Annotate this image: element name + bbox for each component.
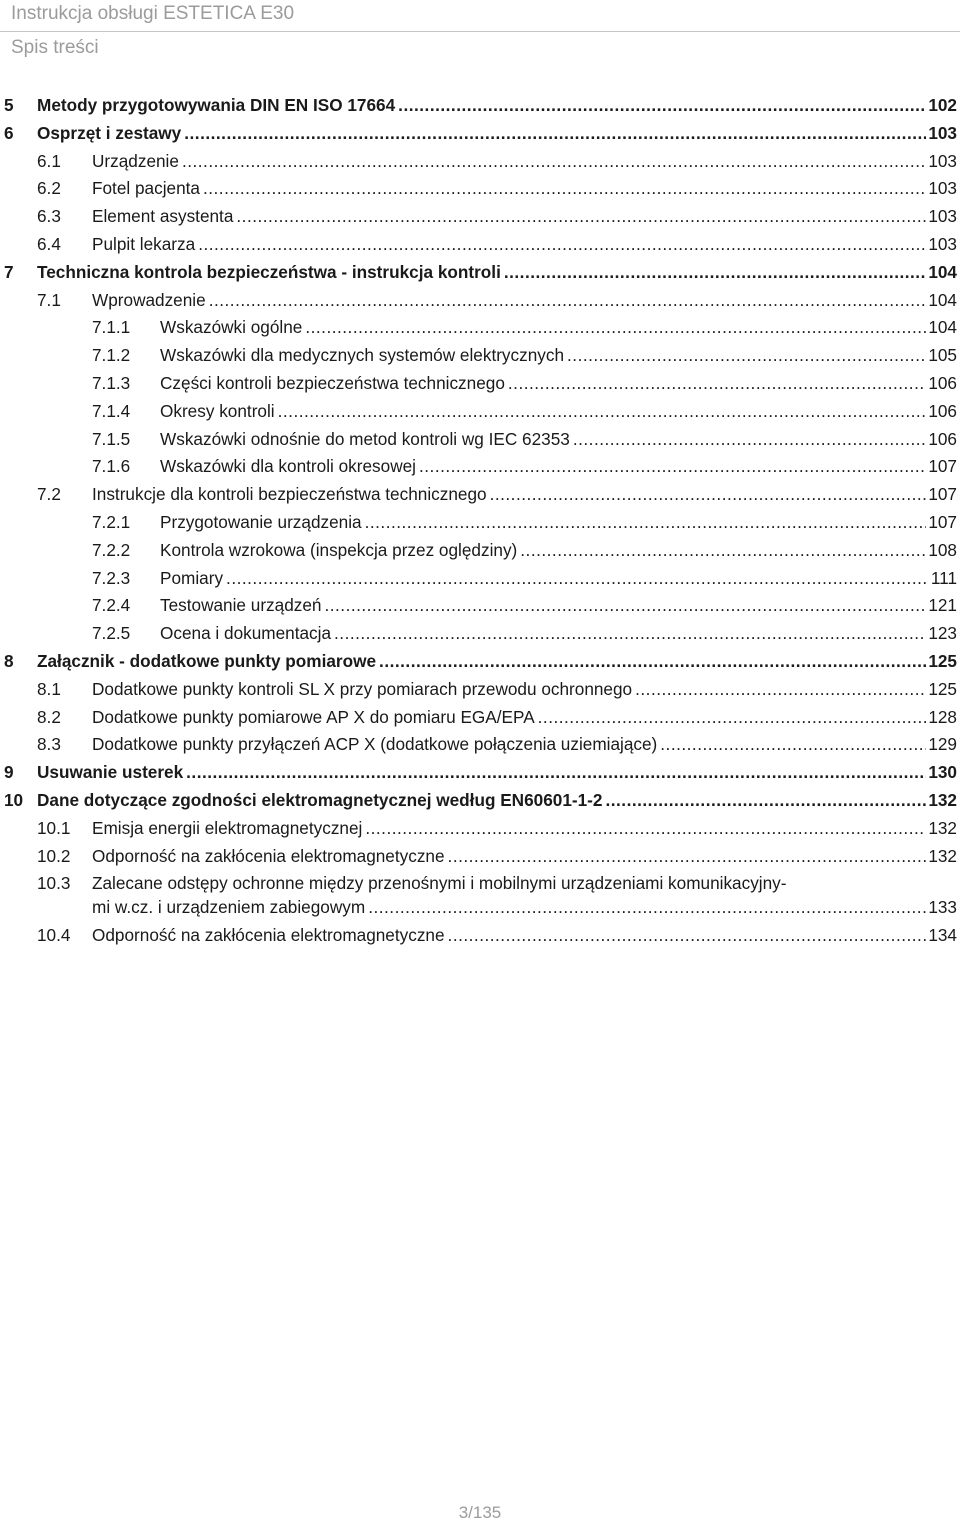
toc-entry-number: 7.1.2 [92,345,131,366]
toc-entry-number: 6.3 [37,206,61,227]
toc-dot-leader [324,592,926,620]
toc-entry[interactable] [0,676,960,704]
toc-entry-title: Fotel pacjenta [92,178,200,199]
toc-entry-title: Instrukcje dla kontroli bezpieczeństwa technicznego [92,484,487,505]
toc-dot-leader [660,731,926,759]
toc-entry-page: 132 [928,789,957,810]
toc-dot-leader [209,287,927,315]
toc-entry-title: Odporność na zakłócenia elektromagnetyczne [92,925,445,946]
toc-entry-number: 6.2 [37,178,61,199]
toc-entry-title: Części kontroli bezpieczeństwa technicznego [160,372,505,393]
toc-entry-title: Emisja energii elektromagnetycznej [92,817,363,838]
toc-dot-leader [448,843,927,871]
toc-entry-number: 7.1.1 [92,317,131,338]
toc-entry-title: Dane dotyczące zgodności elektromagnetycznej według EN60601-1-2 [37,789,603,810]
toc-dot-leader [365,509,927,537]
toc-entry-page: 132 [928,845,957,866]
toc-entry-page: 130 [928,762,957,783]
toc-entry-page: 128 [928,706,957,727]
toc-entry-page: 107 [928,484,957,505]
toc-entry[interactable] [0,287,960,315]
toc-entry-title: Metody przygotowywania DIN EN ISO 17664 [37,95,396,115]
toc-entry-page: 103 [928,206,957,227]
toc-entry[interactable] [0,870,960,922]
toc-dot-leader [448,922,927,950]
toc-entry[interactable] [0,648,960,676]
toc-entry-page: 134 [928,925,957,946]
toc-entry-page: 105 [928,345,957,366]
toc-entry-page: 108 [928,539,957,560]
toc-dot-leader [379,648,926,676]
toc-entry-title: Załącznik - dodatkowe punkty pomiarowe [37,650,377,671]
toc-entry-number: 9 [4,762,14,783]
toc-entry-page: 133 [928,897,957,918]
toc-entry[interactable] [0,203,960,231]
toc-dot-leader [419,453,926,481]
toc-entry-number: 8.2 [37,706,61,727]
toc-entry-title: Wskazówki dla medycznych systemów elektrycznych [160,345,565,366]
toc-entry[interactable] [0,120,960,148]
toc-entry-page: 103 [928,233,957,254]
toc-entry[interactable] [0,426,960,454]
toc-dot-leader [186,759,926,787]
toc-entry-title: Wskazówki dla kontroli okresowej [160,456,416,477]
toc-dot-leader [226,565,929,593]
toc-entry-title: Przygotowanie urządzenia [160,511,362,532]
page-number: 3/135 [458,1503,502,1522]
toc-entry-number: 7.2 [37,484,61,505]
toc-entry-page: 125 [928,678,957,699]
toc-entry[interactable] [0,509,960,537]
toc-entry-page: 102 [928,95,957,115]
toc-entry-page: 106 [928,428,957,449]
toc-dot-leader [508,370,926,398]
toc-entry-title: Usuwanie usterek [37,762,184,783]
toc-entry-number: 10.4 [37,925,71,946]
toc-entry-page: 103 [928,122,957,143]
toc-entry[interactable] [0,342,960,370]
toc-entry-title: Urządzenie [92,150,179,171]
toc-entry-number: 6.1 [37,150,61,171]
toc-dot-leader [365,815,926,843]
toc-dot-leader [635,676,926,704]
toc-dot-leader [605,787,926,815]
toc-entry[interactable] [0,922,960,950]
toc-entry[interactable] [0,843,960,871]
toc-entry-page: 106 [928,400,957,421]
toc-entry-title: Pulpit lekarza [92,233,196,254]
table-of-contents [0,92,960,950]
toc-entry-page: 111 [930,567,957,588]
toc-dot-leader [184,120,926,148]
toc-dot-leader [504,259,926,287]
toc-entry-number: 10.3 [37,873,71,894]
toc-entry[interactable] [0,731,960,759]
toc-entry-number: 7.2.5 [92,623,131,644]
toc-dot-leader [538,704,927,732]
toc-entry[interactable] [0,370,960,398]
toc-entry[interactable] [0,704,960,732]
toc-dot-leader [490,481,927,509]
toc-entry-title: Kontrola wzrokowa (inspekcja przez oględziny) [160,539,518,560]
toc-entry-title: Wskazówki odnośnie do metod kontroli wg IEC 62353 [160,428,570,449]
toc-dot-leader [334,620,926,648]
toc-entry-title: Element asystenta [92,206,234,227]
toc-entry-page: 103 [928,178,957,199]
toc-entry-number: 5 [4,95,14,115]
toc-entry[interactable] [0,592,960,620]
toc-entry[interactable] [0,620,960,648]
toc-entry-title-continued: mi w.cz. i urządzeniem zabiegowym [92,897,366,918]
section-title: Spis treści [11,37,99,58]
toc-entry-number: 10.2 [37,845,71,866]
toc-entry-page: 121 [928,595,957,616]
toc-entry-number: 10.1 [37,817,71,838]
document-title: Instrukcja obsługi ESTETICA E30 [11,3,295,24]
toc-entry[interactable] [0,398,960,426]
toc-entry-number: 7.2.1 [92,511,131,532]
toc-entry[interactable] [0,565,960,593]
toc-entry-title: Testowanie urządzeń [160,595,322,616]
toc-entry-page: 107 [928,456,957,477]
toc-entry-title: Pomiary [160,567,224,588]
toc-entry-title: Odporność na zakłócenia elektromagnetyczne [92,845,445,866]
toc-entry-page: 132 [928,817,957,838]
toc-entry[interactable] [0,148,960,176]
toc-entry-title: Okresy kontroli [160,400,275,421]
toc-entry-number: 7.1.3 [92,372,131,393]
toc-entry[interactable] [0,453,960,481]
toc-entry-page: 107 [928,511,957,532]
toc-entry-number: 7 [4,261,14,282]
toc-dot-leader [398,92,926,120]
toc-entry-number: 7.2.2 [92,539,131,560]
toc-entry-number: 7.1 [37,289,61,310]
toc-dot-leader [573,426,926,454]
toc-entry-page: 125 [928,650,957,671]
toc-dot-leader [520,537,926,565]
toc-entry[interactable] [0,231,960,259]
toc-entry-number: 10 [4,789,24,810]
toc-entry-title: Wskazówki ogólne [160,317,303,338]
toc-entry[interactable] [0,787,960,815]
toc-dot-leader [278,398,927,426]
toc-entry-page: 103 [928,150,957,171]
toc-entry[interactable] [0,92,960,120]
toc-entry[interactable] [0,259,960,287]
toc-entry-page: 104 [928,261,957,282]
toc-dot-leader [198,231,926,259]
toc-entry[interactable] [0,175,960,203]
toc-entry-number: 8.1 [37,678,61,699]
toc-entry-page: 106 [928,372,957,393]
toc-entry[interactable] [0,759,960,787]
toc-entry-title: Dodatkowe punkty przyłączeń ACP X (dodatkowe połączenia uziemiające) [92,734,658,755]
toc-entry-title: Osprzęt i zestawy [37,122,182,143]
toc-entry[interactable] [0,481,960,509]
toc-entry-number: 7.2.3 [92,567,131,588]
toc-entry-page: 104 [928,317,957,338]
toc-entry-number: 8 [4,650,14,671]
toc-entry-title: Techniczna kontrola bezpieczeństwa - instrukcja kontroli [37,261,501,282]
toc-dot-leader [203,175,926,203]
toc-entry[interactable] [0,815,960,843]
header-divider [0,31,960,32]
toc-entry-page: 123 [928,623,957,644]
toc-dot-leader [236,203,926,231]
toc-dot-leader [368,894,926,922]
toc-entry-title: Zalecane odstępy ochronne między przenośnymi i mobilnymi urządzeniami komunikacyjny- [92,873,787,894]
toc-entry-number: 6.4 [37,233,61,254]
toc-entry-page: 129 [928,734,957,755]
toc-dot-leader [567,342,926,370]
toc-dot-leader [305,314,926,342]
toc-entry-number: 7.1.6 [92,456,131,477]
toc-entry-title: Dodatkowe punkty kontroli SL X przy pomiarach przewodu ochronnego [92,678,633,699]
toc-entry-number: 7.2.4 [92,595,131,616]
toc-entry-title: Ocena i dokumentacja [160,623,332,644]
toc-entry-title: Wprowadzenie [92,289,206,310]
toc-entry-number: 7.1.5 [92,428,131,449]
toc-entry-number: 6 [4,122,14,143]
toc-entry[interactable] [0,537,960,565]
toc-entry[interactable] [0,314,960,342]
toc-entry-number: 8.3 [37,734,61,755]
toc-entry-title: Dodatkowe punkty pomiarowe AP X do pomiaru EGA/EPA [92,706,535,727]
toc-entry-page: 104 [928,289,957,310]
toc-entry-number: 7.1.4 [92,400,131,421]
toc-dot-leader [182,148,926,176]
